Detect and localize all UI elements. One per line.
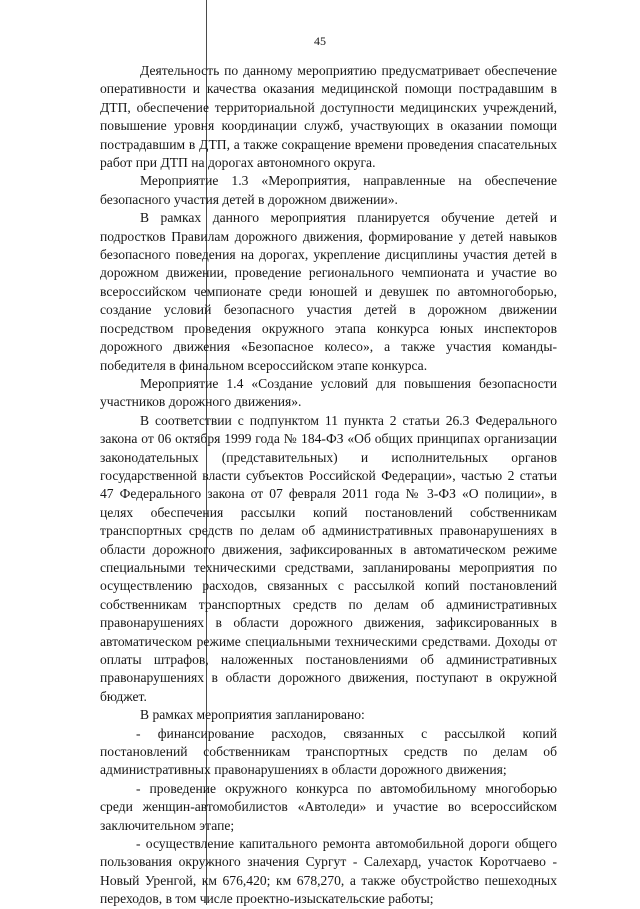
paragraph-measure-1-4-heading: Мероприятие 1.4 «Создание условий для повышения безопасности участников дорожного движения». [100,375,557,410]
paragraph-planned-intro: В рамках мероприятия запланировано: [140,707,365,723]
list-item-road-repair: - осуществление капитального ремонта автомобильной дороги общего пользования окружного значения Сургут - Салехард, участок Коротчаево - Новый Уренгой, км 676,420; км 678,270, а также обустройство пешеходных переходов, в том числе проектно-изыскательские работы; [100,836,557,907]
document-body [100,62,557,909]
paragraph-measure-1-3-heading: Мероприятие 1.3 «Мероприятия, направленные на обеспечение безопасного участия детей в дорожном движении». [100,173,557,207]
paragraph-activity-description: Деятельность по данному мероприятию предусматривает обеспечение оперативности и качества оказания медицинской помощи пострадавшим в ДТП, обеспечение территориальной доступности медицинских учреждений, повышение уровня координации служб, участвующих в оказании помощи пострадавшим в ДТП, а также сокращение времени проведения спасательных работ при ДТП на дорогах автономного округа. [100,63,557,171]
list-item-contest: - проведение окружного конкурса по автомобильному многоборью среди женщин-автомобилистов «Автоледи» и участие во всероссийском заключительном этапе; [100,780,557,833]
page-number: 45 [314,34,326,48]
paragraph-measure-1-3-description: В рамках данного мероприятия планируется обучение детей и подростков Правилам дорожного движения, формирование у детей навыков безопасного поведения на дорогах, укрепление дисциплины участия детей в дорожном движении, проведение регионального чемпионата и участие во всероссийском чемпионате среди юношей и девушек по автомногоборью, создание условий безопасного участия детей в дорожном движении посредством проведения окружного этапа конкурса юных инспекторов дорожного движения «Безопасное колесо», а также участия команды-победителя в финальном всероссийском этапе конкурса. [100,210,557,373]
list-item-financing: - финансирование расходов, связанных с рассылкой копий постановлений собственникам транспортных средств по делам об административных правонарушениях в области дорожного движения; [100,725,557,778]
paragraph-legal-basis: В соответствии с подпунктом 11 пункта 2 статьи 26.3 Федерального закона от 06 октября 1999 года № 184-ФЗ «Об общих принципах организации законодательных (представительных) и исполнительных органов государственной власти субъектов Российской Федерации», частью 2 статьи 47 Федерального закона от 07 февраля 2011 года № 3-ФЗ «О полиции», в целях обеспечения рассылки копий постановлений собственникам транспортных средств по делам об административных правонарушениях в области дорожного движения, зафиксированных в автоматическом режиме специальными техническими средствами, запланированы мероприятия по осуществлению расходов, связанных с рассылкой копий постановлений собственникам транспортных средств по делам об административных правонарушениях в области дорожного движения, зафиксированных в автоматическом режиме специальными техническими средствами. Доходы от оплаты штрафов, наложенных постановлениями об административных правонарушениях в области дорожного движения, поступают в окружной бюджет. [100,412,557,704]
